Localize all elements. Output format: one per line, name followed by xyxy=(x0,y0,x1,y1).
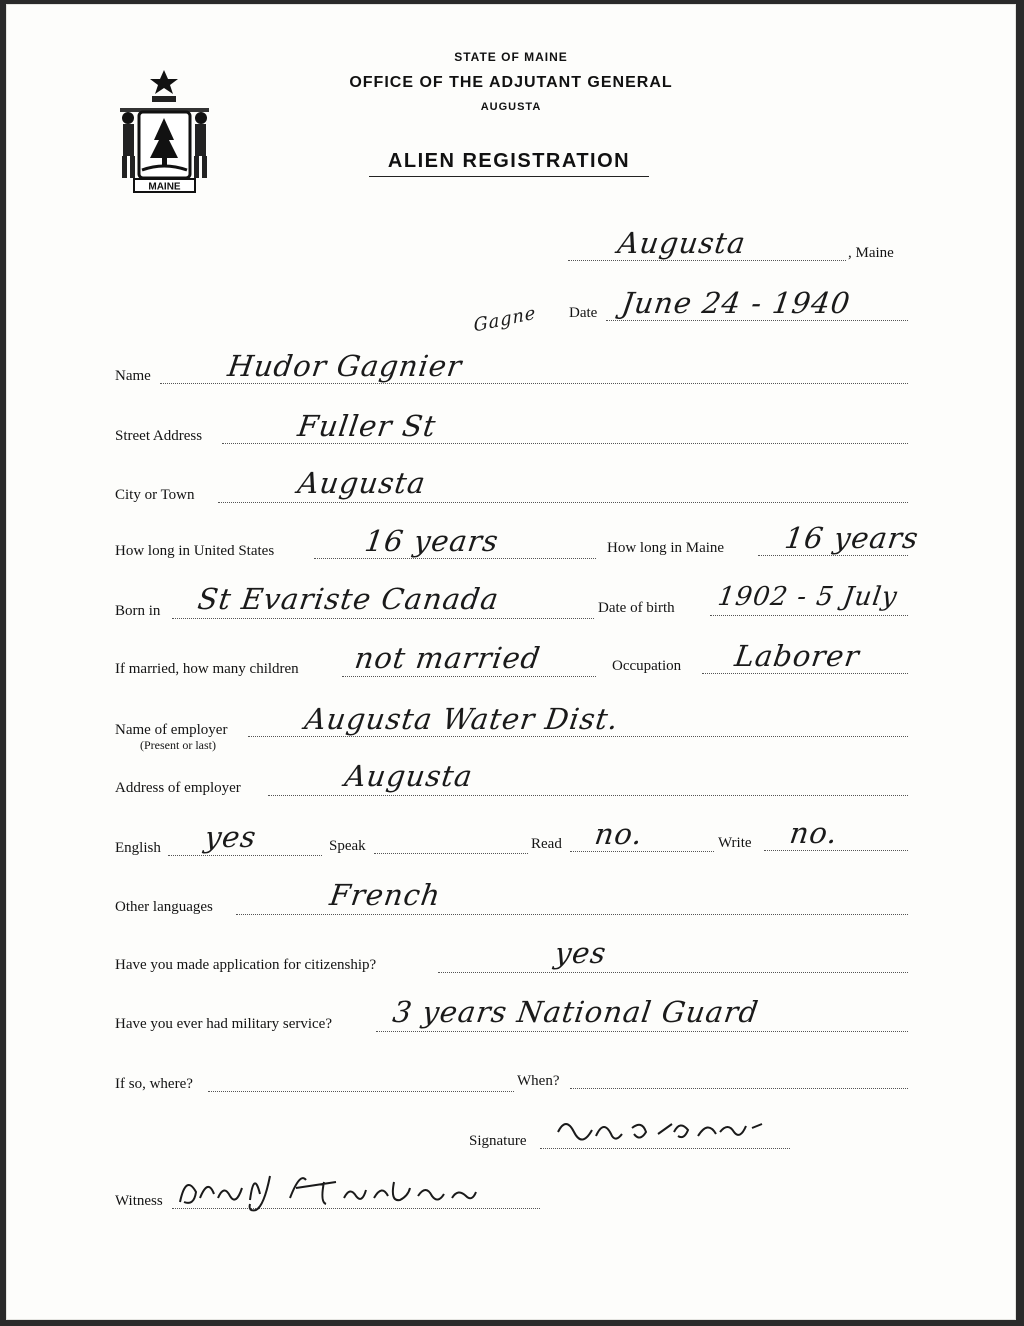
place-value: Augusta xyxy=(615,226,749,260)
born-in-line xyxy=(172,618,594,619)
children-label: If married, how many children xyxy=(115,661,299,677)
employer-address-line xyxy=(268,795,908,796)
when-label: When? xyxy=(517,1073,560,1089)
name-annotation: Gagne xyxy=(472,302,537,337)
witness-signature-scribble xyxy=(172,1168,512,1216)
form-title: ALIEN REGISTRATION xyxy=(369,150,649,177)
where-label: If so, where? xyxy=(115,1076,193,1092)
military-value: 3 years National Guard xyxy=(390,995,761,1029)
how-long-us-value: 16 years xyxy=(362,524,502,558)
when-line xyxy=(570,1088,908,1089)
date-of-birth-label: Date of birth xyxy=(598,600,675,616)
how-long-maine-value: 16 years xyxy=(782,521,922,555)
street-address-label: Street Address xyxy=(115,428,203,444)
employer-value: Augusta Water Dist. xyxy=(302,702,622,736)
write-value: no. xyxy=(787,816,841,850)
children-line xyxy=(342,676,596,677)
english-line xyxy=(168,855,322,856)
occupation-label: Occupation xyxy=(612,658,682,674)
where-line xyxy=(208,1091,514,1092)
signature-scribble xyxy=(548,1110,788,1150)
city-label: City or Town xyxy=(115,487,195,503)
header-state: STATE OF MAINE xyxy=(454,50,568,64)
employer-address-value: Augusta xyxy=(342,759,476,793)
city-line xyxy=(218,502,908,503)
name-line xyxy=(160,383,908,384)
read-label: Read xyxy=(531,836,562,852)
header-city: AUGUSTA xyxy=(480,101,542,113)
other-languages-line xyxy=(236,914,908,915)
date-of-birth-line xyxy=(710,615,908,616)
header-office: OFFICE OF THE ADJUTANT GENERAL xyxy=(349,74,673,91)
witness-label: Witness xyxy=(115,1193,163,1209)
speak-line xyxy=(374,853,528,854)
maine-label: , Maine xyxy=(848,245,894,261)
date-of-birth-value: 1902 - 5 July xyxy=(715,582,900,612)
citizenship-label: Have you made application for citizenship? xyxy=(115,957,377,973)
citizenship-value: yes xyxy=(552,936,609,970)
date-label: Date xyxy=(569,305,598,321)
write-label: Write xyxy=(718,835,752,851)
speak-label: Speak xyxy=(329,838,366,854)
city-value: Augusta xyxy=(295,466,429,500)
employer-sublabel: (Present or last) xyxy=(140,738,216,752)
street-address-value: Fuller St xyxy=(295,409,439,443)
other-languages-label: Other languages xyxy=(115,899,213,915)
born-in-label: Born in xyxy=(115,603,161,619)
name-value: Hudor Gagnier xyxy=(225,349,465,383)
how-long-us-label: How long in United States xyxy=(115,543,275,559)
military-label: Have you ever had military service? xyxy=(115,1016,332,1032)
date-line xyxy=(606,320,908,321)
how-long-us-line xyxy=(314,558,596,559)
seal-motto-text: DIRIGO xyxy=(155,102,174,109)
how-long-maine-label: How long in Maine xyxy=(607,540,725,556)
other-languages-value: French xyxy=(327,878,444,912)
how-long-maine-line xyxy=(758,555,908,556)
name-label: Name xyxy=(115,368,151,384)
employer-address-label: Address of employer xyxy=(115,780,241,796)
signature-label: Signature xyxy=(469,1133,527,1149)
street-address-line xyxy=(222,443,908,444)
citizenship-line xyxy=(438,972,908,973)
seal-banner-text: MAINE xyxy=(148,181,181,193)
place-line xyxy=(568,260,846,261)
read-value: no. xyxy=(592,817,646,851)
children-value: not married xyxy=(352,641,543,675)
employer-label: Name of employer xyxy=(115,722,228,738)
date-value: June 24 - 1940 xyxy=(619,286,853,320)
write-line xyxy=(764,850,908,851)
english-label: English xyxy=(115,840,161,856)
english-value: yes xyxy=(202,820,259,854)
born-in-value: St Evariste Canada xyxy=(195,582,502,616)
military-line xyxy=(376,1031,908,1032)
occupation-value: Laborer xyxy=(732,639,862,673)
occupation-line xyxy=(702,673,908,674)
employer-line xyxy=(248,736,908,737)
read-line xyxy=(570,851,714,852)
